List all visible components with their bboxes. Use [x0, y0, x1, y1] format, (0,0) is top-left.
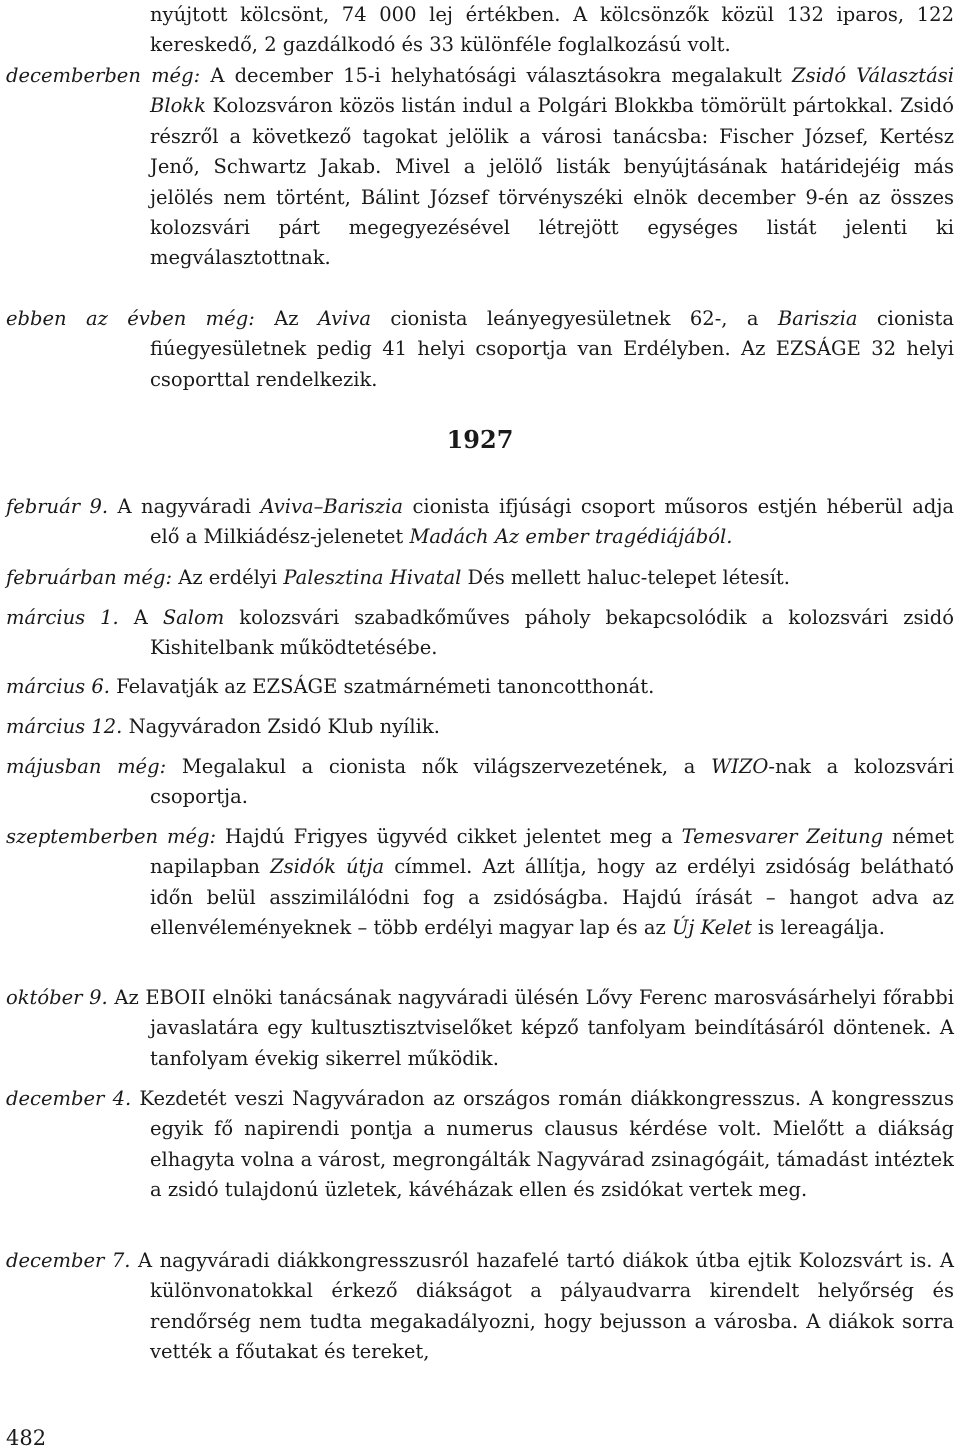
- entry-text: címmel. Azt állítja, hogy az erdélyi zsidóság belátható időn belül asszimilálódni fog a zsidóságba. Hajdú írását – hangot adva az ellenvéleményeknek – több erdélyi magyar lap és az: [150, 855, 954, 940]
- entry-date: december 7.: [6, 1249, 131, 1272]
- entry-text: Az EBOII elnöki tanácsának nagyváradi ülésén Lővy Ferenc marosvásárhelyi főrabbi javaslatára egy kultusztisztviselőket képző tanfolyam beindításáról döntenek. A tanfolyam évekig sikerrel működik.: [114, 986, 955, 1070]
- entry-text-italic: Salom: [162, 606, 225, 629]
- entry-text: A: [133, 606, 163, 629]
- entry-date: március 1.: [6, 606, 119, 629]
- entry-text: Dés mellett haluc-telepet létesít.: [461, 566, 790, 589]
- entry-text-italic: Új Kelet: [671, 916, 752, 940]
- chronology-entry: [6, 752, 954, 813]
- entry-text-italic: Temesvarer Zeitung: [681, 825, 884, 848]
- entry-text: Kolozsváron közös listán indul a Polgári Blokkba tömörült pártokkal. Zsidó részről a következő tagokat jelölik a városi tanácsba: Fischer József, Kertész Jenő, Schwartz Jakab. Mivel a jelölő listák benyújtásának határidejéig más jelölés nem történt, Bálint József törvényszéki elnök december 9-én az összes kolozsvári párt megegyezésével létrejött egységes listát jelenti ki megválasztottnak.: [150, 94, 954, 270]
- entry-text: Hajdú Frigyes ügyvéd cikket jelentet meg a: [224, 825, 682, 848]
- entry-date: február 9.: [6, 495, 109, 518]
- year-heading: 1927: [446, 425, 514, 454]
- entry-text: A december 15-i helyhatósági választásokra megalakult: [210, 64, 793, 87]
- entry-text: Nagyváradon Zsidó Klub nyílik.: [128, 715, 440, 738]
- entry-text-italic: Zsidó Választási Blokk: [150, 64, 954, 118]
- entry-text: nyújtott kölcsönt, 74 000 lej értékben. A kölcsönzők közül 132 iparos, 122 kereskedő, 2 gazdálkodó és 33 különféle foglalkozású volt.: [150, 3, 954, 57]
- chronology-entry: [6, 0, 954, 61]
- entry-text: német napilapban: [150, 825, 954, 879]
- entry-text: A nagyváradi: [117, 495, 261, 518]
- entry-date: ebben az évben még:: [6, 307, 255, 330]
- entry-text-italic: Madách Az ember tragédiájából.: [409, 525, 733, 549]
- chronology-entry: [6, 492, 954, 553]
- chronology-entry: [6, 304, 954, 395]
- chronology-entry: [6, 983, 954, 1074]
- chronology-entry: [6, 822, 954, 944]
- entry-text: Kezdetét veszi Nagyváradon az országos román diákkongresszus. A kongresszus egyik fő napirendi pontja a numerus clausus kérdése volt. Mielőtt a diákság elhagyta volna a várost, megrongálták Nagyvárad zsinagógáit, támadást intéztek a zsidó tulajdonú üzletek, kávéházak ellen és zsidókat vertek meg.: [139, 1087, 954, 1202]
- entry-text: -nak a kolozsvári csoportja.: [150, 755, 954, 809]
- chronology-entry: [6, 712, 954, 742]
- entry-text: cionista ifjúsági csoport műsoros estjén héberül adja elő a Milkiádész-jelenetet: [150, 495, 954, 549]
- entry-text-italic: Zsidók útja: [270, 855, 385, 879]
- entry-date: március 12.: [6, 715, 123, 738]
- entry-text-italic: Palesztina Hivatal: [283, 566, 462, 589]
- chronology-entry: [6, 1246, 954, 1368]
- entry-date: februárban még:: [6, 566, 173, 589]
- entry-text: cionista leányegyesületnek 62-, a: [371, 307, 778, 330]
- entry-date: október 9.: [6, 986, 108, 1009]
- entry-text-italic: Aviva–Bariszia: [260, 495, 404, 518]
- chronology-entry: [6, 563, 954, 593]
- entry-date: májusban még:: [6, 755, 167, 778]
- entry-text: is lereagálja.: [751, 916, 885, 940]
- entry-text-italic: Bariszia: [777, 307, 858, 330]
- entry-text-italic: Aviva: [317, 307, 372, 330]
- entry-date: március 6.: [6, 675, 110, 698]
- chronology-entry: [6, 1084, 954, 1206]
- entry-text: kolozsvári szabadkőműves páholy bekapcsolódik a kolozsvári zsidó Kishitelbank működtetésébe.: [150, 606, 954, 660]
- entry-text: Felavatják az EZSÁGE szatmárnémeti tanoncotthonát.: [116, 675, 655, 698]
- entry-date: szeptemberben még:: [6, 825, 217, 848]
- entry-date: decemberben még:: [6, 64, 201, 87]
- entry-text: Az: [274, 307, 318, 330]
- entry-text: A nagyváradi diákkongresszusról hazafelé tartó diákok útba ejtik Kolozsvárt is. A különvonatokkal érkező diákságot a pályaudvarra kirendelt helyőrség és rendőrség nem tudta megakadályozni, hogy bejusson a városba. A diákok sorra vették a főutakat és tereket,: [137, 1249, 955, 1364]
- chronology-entry: [6, 61, 954, 274]
- entry-text: Az erdélyi: [178, 566, 284, 589]
- page-number: 482: [6, 1426, 47, 1450]
- entry-text: Megalakul a cionista nők világszervezetének, a: [181, 755, 712, 778]
- entry-text: cionista fiúegyesületnek pedig 41 helyi csoportja van Erdélyben. Az EZSÁGE 32 helyi csoporttal rendelkezik.: [150, 307, 955, 391]
- entry-text-italic: WIZO: [711, 755, 769, 778]
- chronology-entry: [6, 672, 954, 702]
- chronology-entry: [6, 603, 954, 664]
- entry-date: december 4.: [6, 1087, 132, 1110]
